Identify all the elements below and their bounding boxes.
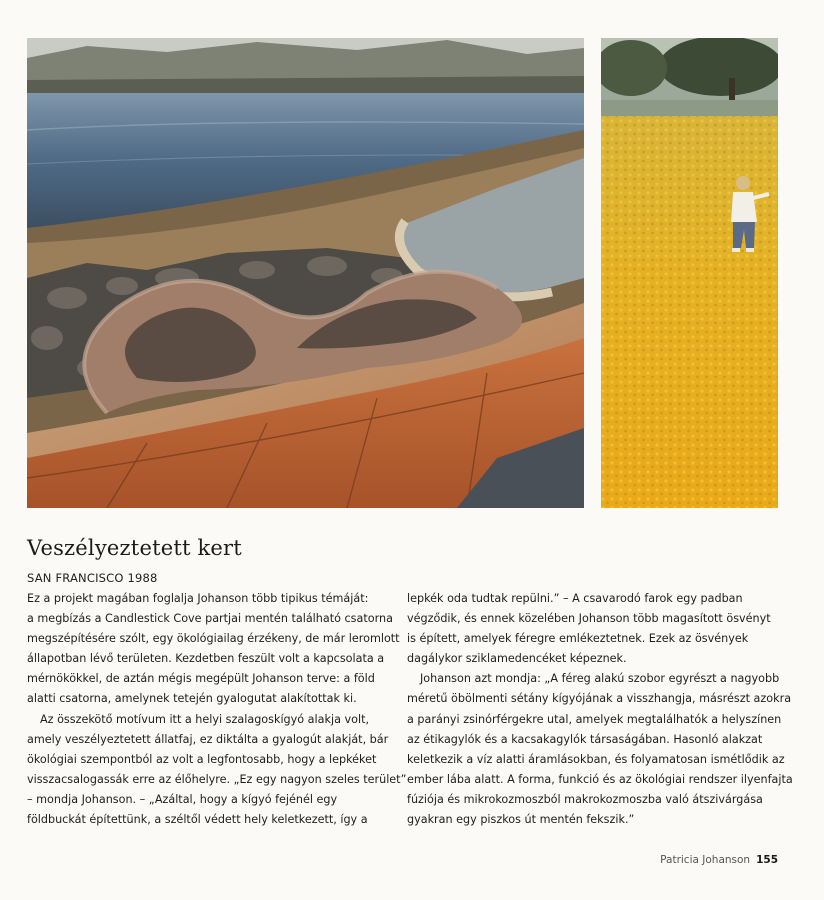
- article-subtitle: SAN FRANCISCO 1988: [27, 571, 158, 585]
- text-line: a megbízás a Candlestick Cove partjai mentén található csatorna: [27, 612, 393, 626]
- text-line: is épített, amelyek féregre emlékeztetnek. Ezek az ösvények: [407, 632, 749, 646]
- article-title: Veszélyeztetett kert: [27, 536, 242, 560]
- serpent-sculpture-bay-photo-icon: [27, 38, 584, 508]
- page-number: 155: [756, 854, 778, 866]
- text-line: a parányi zsinórférgekre utal, amelyek megtalálhatók a helyszínen: [407, 712, 782, 726]
- text-line: keletkezik a víz alatti áramlásokban, és folyamatosan ismétlődik az: [407, 752, 785, 766]
- page-footer: [660, 854, 778, 866]
- text-line: Ez a projekt magában foglalja Johanson több tipikus témáját:: [27, 592, 369, 605]
- text-line: Johanson azt mondja: „A féreg alakú szobor egyrészt a nagyobb: [420, 672, 780, 686]
- text-line: méretű öbölmenti sétány kígyójának a visszhangja, másrészt azokra: [407, 692, 792, 706]
- text-line: végződik, és ennek közelében Johanson több magasított ösvényt: [407, 612, 771, 626]
- text-line: – mondja Johanson. – „Azáltal, hogy a kígyó fejénél egy: [27, 792, 338, 806]
- text-line: megszépítésére szólt, egy ökológiailag érzékeny, de már leromlott: [27, 632, 400, 646]
- text-line: ember lába alatt. A forma, funkció és az ökológiai rendszer ilyenfajta: [407, 772, 793, 786]
- text-line: amely veszélyeztetett állatfaj, ez diktálta a gyalogút alakját, bár: [27, 732, 389, 746]
- article-column-left: [27, 589, 407, 830]
- article-column-right: [407, 589, 793, 830]
- serpent-sculpture-photo: [27, 38, 584, 508]
- text-line: az étikagylók és a kacsakagylók társaságában. Hasonló alakzat: [407, 732, 763, 746]
- text-line: visszacsalogassák erre az élőhelyre. „Ez egy nagyon szeles terület”: [27, 772, 407, 786]
- flower-field-photo: [601, 38, 778, 508]
- text-line: Az összekötő motívum itt a helyi szalagoskígyó alakja volt,: [40, 712, 370, 726]
- text-line: dagálykor sziklamedencéket képeznek.: [407, 652, 627, 666]
- text-line: alatti csatorna, amelynek tetején gyalogutat alakítottak ki.: [27, 692, 357, 706]
- footer-author: Patricia Johanson: [660, 854, 751, 866]
- text-line: ökológiai szempontból az volt a legfontosabb, hogy a lepkéket: [27, 752, 377, 766]
- text-line: lepkék oda tudtak repülni.” – A csavarodó farok egy padban: [407, 592, 743, 605]
- text-line: földbuckát építettünk, a széltől védett hely keletkezett, így a: [27, 813, 368, 827]
- text-line: gyakran egy piszkos út mentén fekszik.”: [407, 813, 635, 827]
- text-line: fúziója és mikrokozmoszból makrokozmoszba való átszivárgása: [407, 792, 763, 806]
- child-in-flower-field-photo-icon: [601, 38, 778, 508]
- text-line: mérnökökkel, de aztán mégis megépült Johanson terve: a föld: [27, 672, 375, 686]
- text-line: állapotban lévő területen. Kezdetben feszült volt a kapcsolata a: [27, 652, 385, 666]
